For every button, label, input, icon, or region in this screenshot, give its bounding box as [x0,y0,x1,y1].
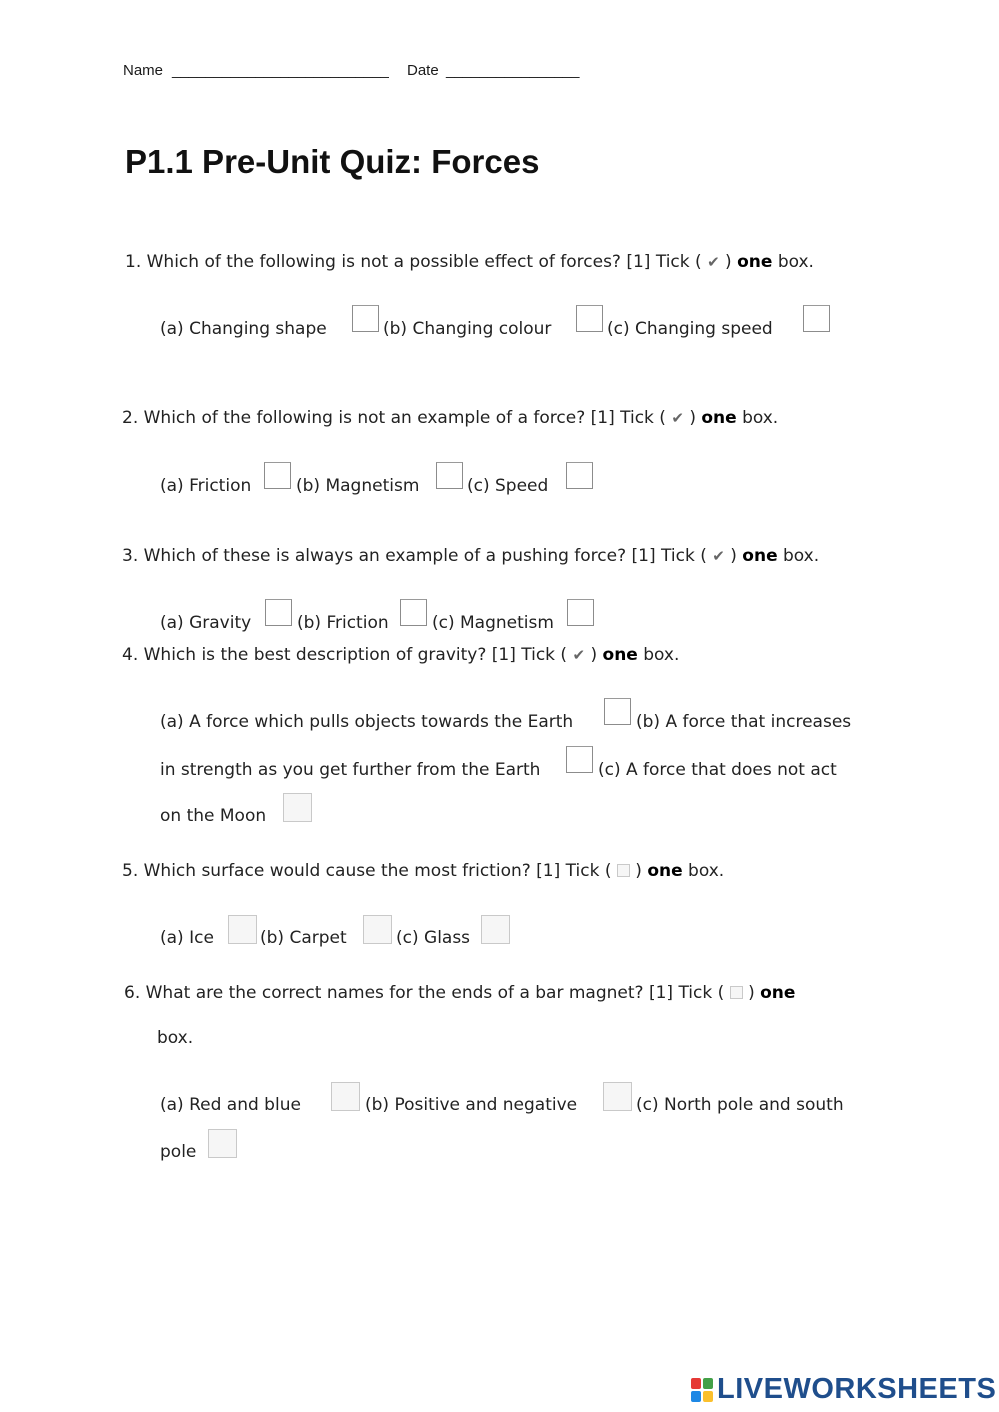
q2-option-b-checkbox[interactable] [436,462,463,489]
question-5 [122,861,724,881]
q3-option-a-checkbox[interactable] [265,599,292,626]
page-title: P1.1 Pre-Unit Quiz: Forces [125,143,540,180]
question-4-box-word: box. [643,645,680,665]
q1-option-b: (b) Changing colour [383,319,552,339]
question-6-box-word: box. [157,1028,194,1048]
q6-option-b: (b) Positive and negative [365,1095,578,1115]
q4-option-a-checkbox[interactable] [604,698,631,725]
question-6 [124,983,795,1003]
question-2-one: one [701,408,737,428]
q1-option-a-checkbox[interactable] [352,305,379,332]
q4-option-c-continued: on the Moon [160,806,267,826]
q6-option-c-checkbox[interactable] [208,1129,237,1158]
q4-option-b-continued: in strength as you get further from the Earth [160,760,541,780]
question-1-one: one [737,252,773,272]
q3-option-b: (b) Friction [297,613,389,633]
question-1 [125,252,814,272]
q4-option-c-checkbox[interactable] [283,793,312,822]
q2-option-c: (c) Speed [467,476,549,496]
question-4-prompt: 4. Which is the best description of gravity? [1] Tick ( [122,645,568,665]
question-1-prompt: 1. Which of the following is not a possible effect of forces? [1] Tick ( [125,252,702,272]
q1-option-c: (c) Changing speed [607,319,773,339]
date-line[interactable]: ________________ [446,62,580,79]
q5-option-c-checkbox[interactable] [481,915,510,944]
q1-option-b-checkbox[interactable] [576,305,603,332]
q6-option-a-checkbox[interactable] [331,1082,360,1111]
q1-option-a: (a) Changing shape [160,319,327,339]
q5-option-b-checkbox[interactable] [363,915,392,944]
q3-option-c: (c) Magnetism [432,613,554,633]
question-5-box-word: box. [688,861,725,881]
logo-square-green [703,1378,713,1389]
question-5-one: one [647,861,683,881]
question-1-box-word: box. [777,252,814,272]
check-mark-icon: ✔ [707,253,720,271]
logo-square-yellow [703,1391,713,1402]
q4-option-b: (b) A force that increases [636,712,852,732]
q3-option-b-checkbox[interactable] [400,599,427,626]
q6-option-c-continued: pole [160,1142,197,1162]
question-6-one: one [760,983,796,1003]
question-2-box-word: box. [742,408,779,428]
q5-option-b: (b) Carpet [260,928,347,948]
brand-name: LIVEWORKSHEETS [717,1373,997,1405]
question-2-close: ) [689,408,696,428]
q4-option-c: (c) A force that does not act [598,760,837,780]
question-4-one: one [602,645,638,665]
q1-option-c-checkbox[interactable] [803,305,830,332]
date-label: Date [407,62,439,79]
tick-box-icon [617,864,630,877]
name-line[interactable]: __________________________ [172,62,389,79]
check-mark-icon: ✔ [671,409,684,427]
q2-option-c-checkbox[interactable] [566,462,593,489]
name-label: Name [123,62,164,79]
question-3-box-word: box. [783,546,820,566]
q5-option-a-checkbox[interactable] [228,915,257,944]
question-3 [122,546,819,566]
question-1-close: ) [725,252,732,272]
q2-option-a-checkbox[interactable] [264,462,291,489]
q3-option-c-checkbox[interactable] [567,599,594,626]
question-5-prompt: 5. Which surface would cause the most friction? [1] Tick ( [122,861,612,881]
q4-option-b-checkbox[interactable] [566,746,593,773]
q2-option-b: (b) Magnetism [296,476,420,496]
liveworksheets-logo [691,1373,996,1406]
question-4 [122,645,679,665]
question-4-close: ) [590,645,598,665]
q5-option-c: (c) Glass [396,928,471,948]
question-6-prompt: 6. What are the correct names for the ends of a bar magnet? [1] Tick ( [124,983,725,1003]
q6-option-c: (c) North pole and south [636,1095,844,1115]
question-2 [122,408,778,428]
q6-option-a: (a) Red and blue [160,1095,301,1115]
question-2-prompt: 2. Which of the following is not an example of a force? [1] Tick ( [122,408,666,428]
check-mark-icon: ✔ [712,547,725,565]
question-5-close: ) [635,861,642,881]
q3-option-a: (a) Gravity [160,613,252,633]
question-6-close: ) [748,983,755,1003]
question-3-prompt: 3. Which of these is always an example of a pushing force? [1] Tick ( [122,546,707,566]
question-3-close: ) [730,546,737,566]
q4-option-a: (a) A force which pulls objects towards the Earth [160,712,574,732]
q5-option-a: (a) Ice [160,928,214,948]
check-mark-icon: ✔ [572,646,586,664]
q2-option-a: (a) Friction [160,476,252,496]
q6-option-b-checkbox[interactable] [603,1082,632,1111]
question-3-one: one [742,546,778,566]
logo-square-red [691,1378,701,1389]
tick-box-icon [730,986,743,999]
logo-square-blue [691,1391,701,1402]
live-logo-icon [691,1378,713,1402]
